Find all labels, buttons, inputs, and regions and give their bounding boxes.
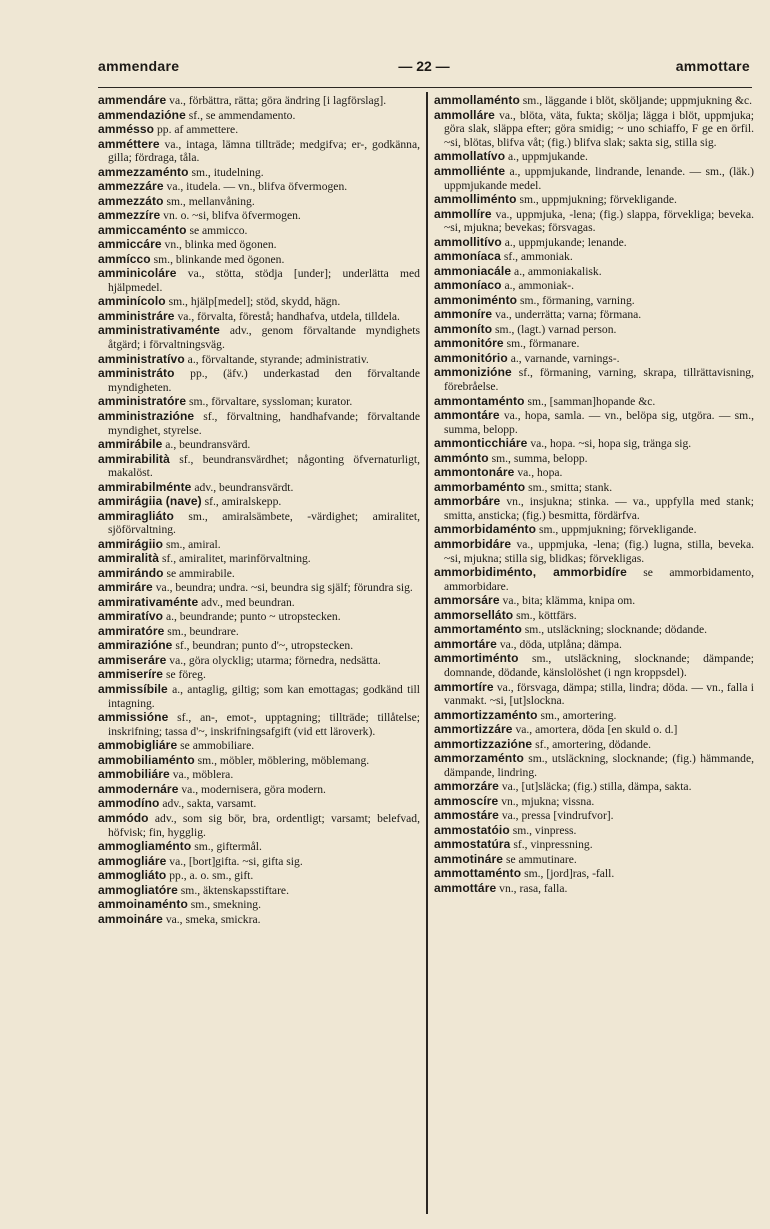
column-divider xyxy=(426,92,428,1214)
dictionary-entry xyxy=(434,466,754,480)
dictionary-entry xyxy=(98,267,420,294)
entry-definition: se ammutinare. xyxy=(505,852,577,866)
entry-headword: ammirazióne xyxy=(98,638,173,653)
dictionary-entry xyxy=(98,438,420,452)
entry-headword: ammorbidaménto xyxy=(434,522,537,537)
entry-headword: ammontáre xyxy=(434,408,500,423)
entry-definition: sf., vinpressning. xyxy=(513,838,593,852)
dictionary-entry xyxy=(98,238,420,252)
entry-definition: va., försvaga, dämpa; stilla, lindra; döda. — vn., falla i vanmakt. ~si, [ut]slockna. xyxy=(444,680,754,708)
entry-headword: ammogliaménto xyxy=(98,839,192,854)
entry-headword: ammollíre xyxy=(434,206,492,221)
dictionary-entry xyxy=(434,409,754,436)
entry-headword: ammollaménto xyxy=(434,93,520,107)
dictionary-entry xyxy=(98,754,420,768)
dictionary-entry xyxy=(434,609,754,623)
entry-headword: ammogliáto xyxy=(98,868,167,883)
entry-headword: ammortáre xyxy=(434,636,497,651)
entry-headword: amministratívo xyxy=(98,351,185,366)
dictionary-entry xyxy=(434,824,754,838)
entry-definition: sm., giftermål. xyxy=(194,840,262,854)
dictionary-entry xyxy=(98,166,420,180)
dictionary-entry xyxy=(98,898,420,912)
dictionary-entry xyxy=(434,208,754,235)
entry-headword: ammezzíre xyxy=(98,208,161,223)
dictionary-entry xyxy=(98,481,420,495)
entry-headword: ammontonáre xyxy=(434,465,515,480)
entry-headword: ammezzáre xyxy=(98,179,164,194)
entry-definition: adv., genom förvaltande myndighets åtgärd; i förvaltningsväg. xyxy=(108,324,420,352)
entry-headword: ammortiménto xyxy=(434,651,519,666)
dictionary-entry xyxy=(434,481,754,495)
dictionary-entry xyxy=(98,224,420,238)
entry-definition: sm., amiralsämbete, -värdighet; amiralitet, sjöförvaltning. xyxy=(108,509,420,537)
page-number: — 22 — xyxy=(398,58,450,74)
dictionary-entry xyxy=(434,623,754,637)
left-column xyxy=(98,94,420,927)
entry-definition: va., hopa, samla. — vn., belöpa sig, utgöra. — sm., summa, belopp. xyxy=(444,409,754,436)
entry-definition: sm., förmanare. xyxy=(506,337,580,351)
entry-definition: sm., amortering. xyxy=(540,708,617,722)
dictionary-entry xyxy=(434,94,754,108)
entry-headword: ammezzaménto xyxy=(98,164,189,179)
entry-definition: se ammorbidamento, ammorbidare. xyxy=(444,566,754,593)
entry-headword: ammissióne xyxy=(98,710,169,725)
entry-headword: ammobiliaménto xyxy=(98,752,195,767)
entry-definition: adv., som sig bör, bra, ordentligt; varsamt; belefvad, höfvisk; fin, hygglig. xyxy=(108,811,420,839)
dictionary-entry xyxy=(434,150,754,164)
entry-definition: va., pressa [vindrufvor]. xyxy=(501,809,614,823)
entry-headword: ammodíno xyxy=(98,796,160,811)
entry-headword: ammorzaménto xyxy=(434,751,524,766)
entry-headword: ammogliatóre xyxy=(98,882,178,897)
entry-definition: se ammicco. xyxy=(189,223,248,237)
entry-headword: ammiratóre xyxy=(98,623,165,638)
entry-definition: sm., möbler, möblering, möblemang. xyxy=(197,753,370,767)
dictionary-entry xyxy=(434,495,754,522)
entry-headword: ammottáre xyxy=(434,880,497,895)
entry-headword: amministráto xyxy=(98,366,175,381)
dictionary-entry xyxy=(434,867,754,881)
entry-headword: ammiseráre xyxy=(98,652,167,667)
dictionary-entry xyxy=(434,780,754,794)
entry-definition: va., döda, utplåna; dämpa. xyxy=(499,637,622,651)
entry-headword: ammoníto xyxy=(434,321,493,336)
dictionary-entry xyxy=(434,838,754,852)
entry-definition: sm., mellanvåning. xyxy=(166,194,255,208)
entry-headword: amministráre xyxy=(98,308,175,323)
entry-headword: ammorbaménto xyxy=(434,479,526,494)
dictionary-entry xyxy=(98,913,420,927)
entry-definition: vn., blinka med ögonen. xyxy=(164,238,277,252)
dictionary-entry xyxy=(98,768,420,782)
dictionary-entry xyxy=(434,752,754,779)
entry-definition: va., blöta, väta, fukta; skölja; lägga i blöt, uppmjuka; göra slak, släppa efter; göra smidig; ~ uno schiaffo, F ge en örfil. ~si, blötas, blifva våt; (fig.) blifva slak; sakta sig, stilla sig. xyxy=(444,108,754,149)
entry-headword: ammobiliáre xyxy=(98,767,170,782)
dictionary-entry xyxy=(434,437,754,451)
dictionary-entry xyxy=(98,683,420,710)
dictionary-entry xyxy=(98,869,420,883)
dictionary-entry xyxy=(98,552,420,566)
header-rule xyxy=(98,87,752,88)
entry-headword: ammostatóio xyxy=(434,822,510,837)
entry-headword: ammollatívo xyxy=(434,149,506,164)
entry-headword: ammodernáre xyxy=(98,781,179,796)
dictionary-entry xyxy=(98,180,420,194)
entry-headword: ammortizzaménto xyxy=(434,707,538,722)
entry-definition: a., uppmjukande; lenande. xyxy=(504,235,627,249)
entry-definition: sm., köttfärs. xyxy=(516,608,577,622)
dictionary-entry xyxy=(98,596,420,610)
entry-definition: sf., se ammendamento. xyxy=(188,108,296,122)
entry-definition: va., bita; klämma, knipa om. xyxy=(502,594,636,608)
entry-definition: va., förbättra, rätta; göra ändring [i lagförslag]. xyxy=(169,94,387,107)
dictionary-entry xyxy=(434,193,754,207)
entry-headword: ammottaménto xyxy=(434,866,522,881)
entry-definition: sm., smitta; stank. xyxy=(528,480,613,494)
entry-definition: pp. af ammettere. xyxy=(156,123,239,136)
entry-definition: sm., läggande i blöt, sköljande; uppmjukning &c. xyxy=(522,94,753,107)
entry-headword: ammirativaménte xyxy=(98,594,199,609)
entry-headword: ammezzáto xyxy=(98,193,164,208)
dictionary-entry xyxy=(98,783,420,797)
dictionary-entry xyxy=(434,523,754,537)
entry-definition: sf., beundransvärdhet; någonting öfvernaturligt, makalöst. xyxy=(108,452,420,480)
entry-definition: sm., uppmjukning; förvekligande. xyxy=(519,193,677,207)
dictionary-entry xyxy=(98,510,420,537)
dictionary-entry xyxy=(98,654,420,668)
dictionary-entry xyxy=(98,94,420,108)
entry-headword: ammostatúra xyxy=(434,837,511,852)
dictionary-entry xyxy=(98,195,420,209)
entry-headword: ammoinaménto xyxy=(98,897,188,912)
entry-headword: ammendazióne xyxy=(98,107,186,122)
dictionary-entry xyxy=(98,639,420,653)
entry-headword: ammolliénte xyxy=(434,163,506,178)
entry-definition: sf., amiralitet, marinförvaltning. xyxy=(161,552,311,566)
entry-headword: ammirándo xyxy=(98,565,164,580)
dictionary-entry xyxy=(434,395,754,409)
entry-definition: sm., [jord]ras, -fall. xyxy=(524,867,615,881)
entry-headword: ammoníaco xyxy=(434,278,502,293)
dictionary-entry xyxy=(98,495,420,509)
entry-headword: ammoináre xyxy=(98,911,163,926)
entry-headword: ammiseríre xyxy=(98,667,164,682)
entry-headword: ammirábile xyxy=(98,437,163,452)
dictionary-entry xyxy=(434,809,754,823)
dictionary-entry xyxy=(434,638,754,652)
entry-headword: ammobigliáre xyxy=(98,738,178,753)
entry-headword: ammorselláto xyxy=(434,607,514,622)
entry-headword: ammiralità xyxy=(98,551,160,566)
entry-definition: se föreg. xyxy=(165,668,206,682)
entry-headword: ammirabilménte xyxy=(98,479,192,494)
dictionary-entry xyxy=(434,652,754,679)
dictionary-entry xyxy=(434,294,754,308)
entry-definition: adv., sakta, varsamt. xyxy=(162,797,257,811)
entry-headword: ammésso xyxy=(98,122,155,136)
dictionary-entry xyxy=(98,668,420,682)
entry-headword: ammiccaménto xyxy=(98,222,187,237)
entry-headword: ammoscíre xyxy=(434,793,499,808)
dictionary-entry xyxy=(98,253,420,267)
entry-definition: vn. o. ~si, blifva öfvermogen. xyxy=(163,209,301,223)
entry-headword: ammorsáre xyxy=(434,593,500,608)
entry-headword: ammollitívo xyxy=(434,234,502,249)
entry-headword: ammónto xyxy=(434,450,489,465)
dictionary-entry xyxy=(98,109,420,123)
dictionary-entry xyxy=(98,295,420,309)
dictionary-entry xyxy=(434,250,754,264)
entry-headword: ammirágiia (nave) xyxy=(98,494,202,509)
dictionary-entry xyxy=(434,709,754,723)
entry-definition: va., amortera, döda [en skuld o. d.] xyxy=(515,723,678,737)
dictionary-entry xyxy=(98,310,420,324)
entry-headword: ammorbidiménto, ammorbidíre xyxy=(434,565,627,580)
dictionary-entry xyxy=(98,711,420,738)
page-header xyxy=(98,58,750,80)
entry-headword: ammogliáre xyxy=(98,853,167,868)
dictionary-entry xyxy=(434,594,754,608)
dictionary-entry xyxy=(98,410,420,437)
dictionary-entry xyxy=(434,566,754,593)
dictionary-entry xyxy=(98,855,420,869)
entry-definition: a., ammoniakalisk. xyxy=(514,264,602,278)
dictionary-entry xyxy=(434,723,754,737)
entry-headword: ammiragliáto xyxy=(98,508,174,523)
entry-definition: a., förvaltande, styrande; administrativ. xyxy=(187,352,369,366)
entry-definition: a., uppmjukande, lindrande, lenande. — sm., (läk.) uppmjukande medel. xyxy=(444,164,754,192)
dictionary-entry xyxy=(434,109,754,150)
entry-headword: ammoníre xyxy=(434,307,493,322)
entry-definition: va., göra olycklig; utarma; förnedra, nedsätta. xyxy=(169,653,381,667)
entry-headword: ammonitório xyxy=(434,350,508,365)
entry-headword: ammostáre xyxy=(434,808,499,823)
entry-headword: ammirabilità xyxy=(98,451,170,466)
entry-definition: va., uppmjuka, -lena; (fig.) lugna, stilla, beveka. ~si, mjukna; stilla sig, blidkas; förvekligas. xyxy=(444,537,754,565)
entry-definition: pp., a. o. sm., gift. xyxy=(169,869,254,883)
dictionary-entry xyxy=(98,209,420,223)
entry-headword: ammódo xyxy=(98,810,149,825)
dictionary-entry xyxy=(434,366,754,393)
entry-headword: ammissíbile xyxy=(98,681,168,696)
entry-definition: va., förvalta, förestå; handhafva, utdela, tilldela. xyxy=(177,309,400,323)
dictionary-entry xyxy=(98,123,420,137)
dictionary-entry xyxy=(434,853,754,867)
entry-headword: ammortizzazióne xyxy=(434,736,533,751)
entry-headword: ammonizióne xyxy=(434,365,512,380)
dictionary-entry xyxy=(98,884,420,898)
entry-headword: ammiratívo xyxy=(98,609,164,624)
entry-definition: sm., summa, belopp. xyxy=(491,451,588,465)
entry-headword: amministrativaménte xyxy=(98,323,220,338)
entry-headword: ammoniacále xyxy=(434,263,512,278)
entry-definition: adv., med beundran. xyxy=(201,595,295,609)
entry-definition: sf., amortering, dödande. xyxy=(535,737,651,751)
entry-definition: a., beundransvärd. xyxy=(165,438,251,452)
dictionary-entry xyxy=(98,840,420,854)
dictionary-entry xyxy=(434,738,754,752)
entry-headword: ammonticchiáre xyxy=(434,436,528,451)
entry-headword: ammolláre xyxy=(434,107,495,122)
entry-definition: sf., beundran; punto d'~, utropstecken. xyxy=(175,639,354,653)
entry-headword: ammorbidáre xyxy=(434,536,512,551)
entry-headword: ammotináre xyxy=(434,851,504,866)
dictionary-entry xyxy=(434,882,754,896)
dictionary-entry xyxy=(434,323,754,337)
entry-definition: va., hopa. ~si, hopa sig, tränga sig. xyxy=(530,437,692,451)
entry-definition: a., varnande, varnings-. xyxy=(510,351,620,365)
dictionary-entry xyxy=(98,453,420,480)
dictionary-entry xyxy=(98,610,420,624)
entry-headword: ammendáre xyxy=(98,93,167,107)
entry-headword: ammorbáre xyxy=(434,494,501,509)
entry-definition: pp., (äfv.) underkastad den förvaltande myndigheten. xyxy=(108,367,421,394)
entry-definition: a., uppmjukande. xyxy=(508,150,588,164)
dictionary-entry xyxy=(98,367,420,394)
entry-definition: sm., amiral. xyxy=(165,537,221,551)
entry-definition: a., ammoniak-. xyxy=(504,279,575,293)
entry-definition: sm., [samman]hopande &c. xyxy=(527,394,656,408)
entry-headword: amméttere xyxy=(98,136,160,151)
right-column xyxy=(434,94,754,896)
entry-definition: sm., äktenskapsstiftare. xyxy=(180,883,289,897)
entry-definition: va., hopa. xyxy=(517,466,563,480)
entry-definition: sm., beundrare. xyxy=(167,624,239,638)
dictionary-entry xyxy=(434,681,754,708)
dictionary-entry xyxy=(434,337,754,351)
entry-definition: sf., ammoniak. xyxy=(503,250,573,264)
dictionary-entry xyxy=(98,567,420,581)
entry-definition: adv., beundransvärdt. xyxy=(194,480,294,494)
dictionary-entry xyxy=(98,797,420,811)
entry-definition: vn., insjukna; stinka. — va., uppfylla med stank; smitta, ansticka; (fig.) besmitta, fördärfva. xyxy=(444,495,754,522)
entry-definition: va., underrätta; varna; förmana. xyxy=(495,308,642,322)
entry-headword: ammortizzáre xyxy=(434,722,513,737)
dictionary-entry xyxy=(434,452,754,466)
entry-definition: sf., förvaltning, handhafvande; förvaltande myndighet, styrelse. xyxy=(108,409,420,437)
dictionary-entry xyxy=(434,236,754,250)
entry-definition: sm., itudelning. xyxy=(191,165,264,179)
entry-definition: va., stötta, stödja [under]; underlätta med hjälpmedel. xyxy=(108,267,420,294)
entry-definition: a., antaglig, giltig; som kan emottagas; godkänd till intagning. xyxy=(108,682,420,710)
dictionary-entry xyxy=(98,625,420,639)
entry-definition: sm., (lagt.) varnad person. xyxy=(495,322,617,336)
entry-definition: va., modernisera, göra modern. xyxy=(181,782,326,796)
entry-headword: ammortíre xyxy=(434,679,494,694)
entry-definition: sm., uppmjukning; förvekligande. xyxy=(539,523,697,537)
entry-definition: va., smeka, smickra. xyxy=(165,912,261,926)
entry-headword: ammiccáre xyxy=(98,237,162,252)
entry-definition: a., beundrande; punto ~ utropstecken. xyxy=(165,610,341,624)
entry-definition: sm., vinpress. xyxy=(512,823,577,837)
header-last-word: ammottare xyxy=(675,58,750,74)
entry-headword: ammícco xyxy=(98,251,151,266)
entry-definition: se ammirabile. xyxy=(166,566,235,580)
entry-headword: ammiráre xyxy=(98,580,153,595)
dictionary-entry xyxy=(434,165,754,192)
entry-headword: ammonitóre xyxy=(434,336,504,351)
entry-definition: va., [bort]gifta. ~si, gifta sig. xyxy=(169,854,303,868)
entry-headword: ammolliménto xyxy=(434,192,517,207)
dictionary-entry xyxy=(98,739,420,753)
entry-definition: vn., mjukna; vissna. xyxy=(501,794,595,808)
entry-definition: va., intaga, lämna tillträde; medgifva; er-, godkänna, gilla; fördraga, tåla. xyxy=(108,137,420,165)
entry-definition: sm., förvaltare, syssloman; kurator. xyxy=(189,395,353,409)
entry-headword: ammortaménto xyxy=(434,622,522,637)
dictionary-entry xyxy=(434,279,754,293)
entry-definition: va., uppmjuka, -lena; (fig.) slappa, förvekliga; beveka. ~si, mjukna; bevekas; försvagas. xyxy=(444,207,754,235)
entry-headword: amministratóre xyxy=(98,394,187,409)
dictionary-entry xyxy=(434,308,754,322)
dictionary-entry xyxy=(98,324,420,351)
entry-headword: ammirágiio xyxy=(98,536,164,551)
entry-definition: va., möblera. xyxy=(172,768,234,782)
entry-definition: va., itudela. — vn., blifva öfvermogen. xyxy=(166,180,348,194)
dictionary-entry xyxy=(98,138,420,165)
dictionary-entry xyxy=(434,795,754,809)
dictionary-entry xyxy=(98,812,420,839)
entry-definition: sm., hjälp[medel]; stöd, skydd, hägn. xyxy=(168,295,341,309)
dictionary-entry xyxy=(434,352,754,366)
entry-definition: vn., rasa, falla. xyxy=(499,881,568,895)
dictionary-entry xyxy=(98,538,420,552)
header-first-word: ammendare xyxy=(98,58,180,74)
entry-headword: amminicoláre xyxy=(98,266,177,281)
entry-headword: ammorzáre xyxy=(434,779,499,794)
entry-headword: ammoniménto xyxy=(434,292,518,307)
entry-headword: ammoníaca xyxy=(434,249,501,264)
entry-definition: va., [ut]släcka; (fig.) stilla, dämpa, sakta. xyxy=(501,780,692,794)
entry-headword: ammontaménto xyxy=(434,393,525,408)
entry-definition: sm., förmaning, varning. xyxy=(520,293,635,307)
entry-definition: sf., förmaning, varning, skrapa, tillrättavisning, förebråelse. xyxy=(444,366,754,394)
entry-definition: sm., smekning. xyxy=(190,898,262,912)
entry-definition: sf., an-, emot-, upptagning; tillträde; tillåtelse; inskrifning; tassa d'~, inskrifningsafgift (vid ett läroverk). xyxy=(108,711,420,738)
entry-definition: sm., utsläckning; slocknande; dödande. xyxy=(524,623,708,637)
dictionary-entry xyxy=(98,395,420,409)
dictionary-entry xyxy=(98,353,420,367)
dictionary-entry xyxy=(434,538,754,565)
entry-headword: amministrazióne xyxy=(98,408,195,423)
entry-definition: sm., utsläckning, slocknande; (fig.) hämmande, dämpande, lindring. xyxy=(444,752,754,779)
entry-definition: se ammobiliare. xyxy=(180,739,255,753)
entry-definition: va., beundra; undra. ~si, beundra sig själf; förundra sig. xyxy=(155,581,413,595)
dictionary-entry xyxy=(434,265,754,279)
entry-definition: sm., blinkande med ögonen. xyxy=(153,252,285,266)
dictionary-entry xyxy=(98,581,420,595)
entry-definition: sm., utsläckning, slocknande; dämpande; domnande, dödande, känslolöshet (i ngn kroppsdel). xyxy=(444,652,754,680)
entry-definition: sf., amiralskepp. xyxy=(204,495,282,509)
entry-headword: amminícolo xyxy=(98,294,166,309)
